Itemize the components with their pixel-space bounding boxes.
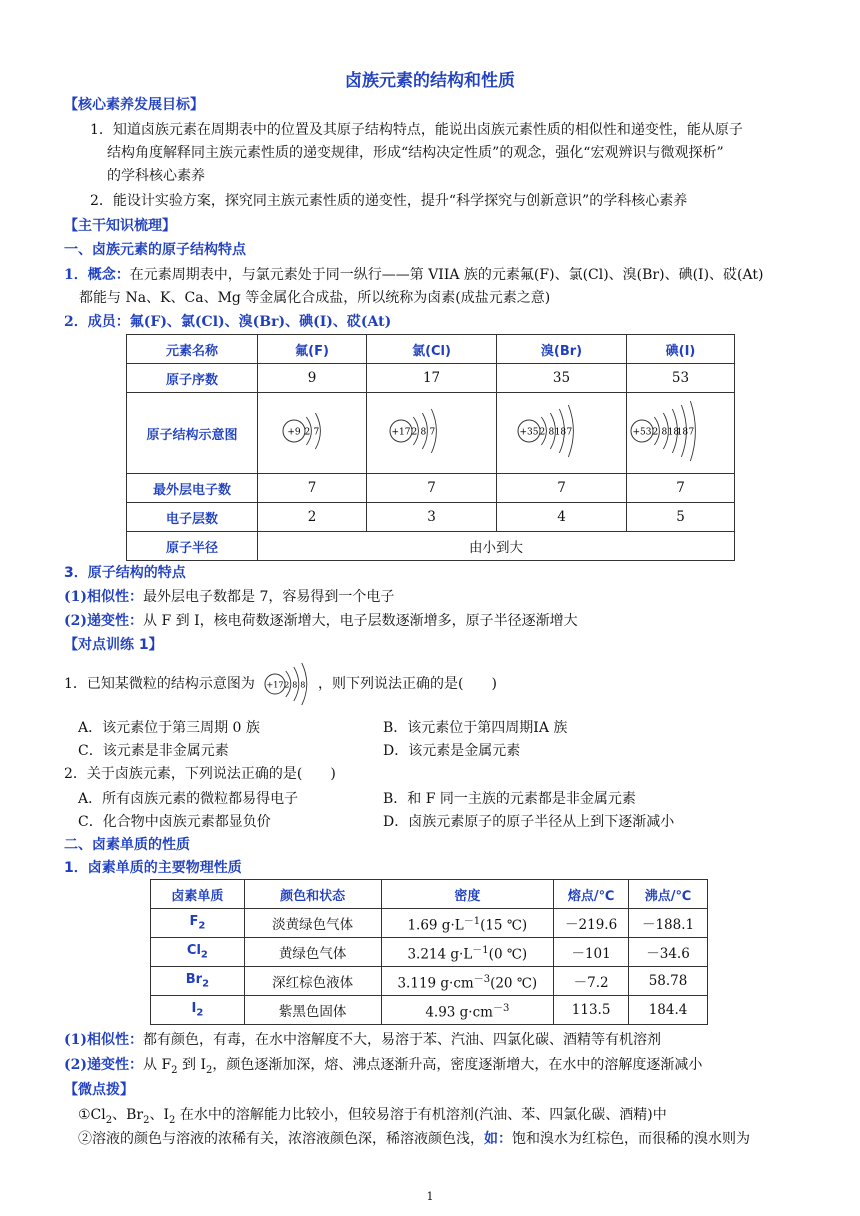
row-header-diagram: 原子结构示意图 — [127, 393, 258, 474]
element-br: 溴(Br) — [497, 335, 627, 364]
tip-1: $①Cl_2$、$Br_2$、$I_2$ 在水中的溶解能力比较小，但较易溶于有机溶剂(汽油、苯、四氯化碳、酒精)中 — [78, 1107, 667, 1126]
similarity-text: 最外层电子数都是 7，容易得到一个电子 — [143, 589, 395, 605]
shell-electron-count: 18 — [554, 427, 566, 438]
shell-electron-count: 8 — [548, 427, 554, 438]
section-1-title: 一、卤族元素的原子结构特点 — [64, 242, 246, 258]
table-row — [151, 909, 708, 938]
density: 4.93 $g\cdot cm^{-3}$ — [381, 996, 554, 1025]
physical-similarity-label: (1)相似性： — [64, 1032, 143, 1048]
nucleus-charge: +17 — [266, 680, 284, 690]
header-melting-point: 熔点/℃ — [554, 880, 629, 909]
similarity-line — [64, 587, 394, 607]
melting-point: －101 — [554, 938, 629, 967]
concept-line-1 — [64, 265, 763, 285]
atomic-number-f: 9 — [258, 364, 367, 393]
density: 3.214 $g\cdot L^{-1}(0$ ℃) — [381, 938, 554, 967]
atom-structure-diagram-i — [628, 393, 732, 469]
question-1-stem — [64, 674, 255, 694]
shell-electron-count: 8 — [292, 680, 298, 690]
question-1-atom-diagram — [263, 655, 321, 713]
melting-point: －219.6 — [554, 909, 629, 938]
substance-br2: $Br_2$ — [151, 967, 245, 996]
header-density: 密度 — [381, 880, 554, 909]
q2-option-b[interactable]: B．和 F 同一主族的元素都是非金属元素 — [383, 791, 636, 807]
shell-electron-count: 7 — [313, 427, 319, 438]
boiling-point: －188.1 — [629, 909, 708, 938]
tip-2: ②溶液的颜色与溶液的浓稀有关，浓溶液颜色深，稀溶液颜色浅，如：饱和溴水为红棕色，而很稀的溴水则为 — [78, 1131, 750, 1147]
outer-electrons-f: 7 — [258, 474, 367, 503]
outer-electrons-i: 7 — [626, 474, 734, 503]
header-color-state: 颜色和状态 — [244, 880, 381, 909]
color-state: 紫黑色固体 — [244, 996, 381, 1025]
row-header-name: 元素名称 — [127, 335, 258, 364]
gradation-text: 从 F 到 I，核电荷数逐渐增大，电子层数逐渐增多，原子半径逐渐增大 — [143, 613, 578, 629]
q1-option-a[interactable]: A．该元素位于第三周期 0 族 — [78, 720, 260, 736]
diagram-cell-cl — [367, 393, 497, 474]
substance-cl2: $Cl_2$ — [151, 938, 245, 967]
color-state: 淡黄绿色气体 — [244, 909, 381, 938]
physical-gradation-line: (2)递变性：从 $F_2$ 到 $I_2$，颜色逐渐加深，熔、沸点逐渐升高，密度逐渐增大，在水中的溶解度逐渐减小 — [64, 1057, 703, 1076]
boiling-point: 58.78 — [629, 967, 708, 996]
concept-text-1: 在元素周期表中，与氯元素处于同一纵行——第 VIIA 族的元素氟(F)、氯(Cl)、溴(Br)、碘(I)、砹(At) — [129, 267, 764, 283]
shell-electron-count: 7 — [689, 427, 695, 438]
boiling-point: 184.4 — [629, 996, 708, 1025]
shell-electron-count: 7 — [429, 427, 435, 438]
goal-line-2: 结构角度解释同主族元素性质的递变规律，形成“结构决定性质”的观念，强化“宏观辨识与微观探析” — [107, 145, 724, 161]
shell-count-i: 5 — [626, 503, 734, 532]
training-header: 【对点训练 1】 — [64, 637, 163, 653]
q1-option-c[interactable]: C．该元素是非金属元素 — [78, 743, 229, 759]
row-header-outer-electrons: 最外层电子数 — [127, 474, 258, 503]
nucleus-charge: +35 — [519, 427, 538, 438]
atom-structure-diagram-f — [260, 393, 365, 469]
diagram-cell-br — [497, 393, 627, 474]
section-2-title: 二、卤素单质的性质 — [64, 837, 190, 853]
header-boiling-point: 沸点/℃ — [629, 880, 708, 909]
goal-line-4: 2．能设计实验方案，探究同主族元素性质的递变性，提升“科学探究与创新意识”的学科核心素养 — [90, 193, 688, 209]
table-row — [151, 996, 708, 1025]
color-state: 黄绿色气体 — [244, 938, 381, 967]
atomic-number-i: 53 — [626, 364, 734, 393]
tips-header: 【微点拨】 — [64, 1082, 134, 1098]
shell-electron-count: 2 — [304, 427, 310, 438]
table-row — [151, 938, 708, 967]
density: 1.69 $g\cdot L^{-1}(15$ ℃) — [381, 909, 554, 938]
page-title: 卤族元素的结构和性质 — [345, 71, 515, 91]
outer-electrons-br: 7 — [497, 474, 627, 503]
knowledge-header: 【主干知识梳理】 — [64, 218, 176, 234]
nucleus-charge: +17 — [391, 427, 411, 438]
shell-electron-count: 2 — [411, 427, 417, 438]
members-line — [64, 312, 391, 332]
boiling-point: －34.6 — [629, 938, 708, 967]
shell-electron-count: 8 — [662, 427, 668, 438]
goals-header: 【核心素养发展目标】 — [64, 97, 204, 113]
physical-similarity-text: 都有颜色，有毒，在水中溶解度不大，易溶于苯、汽油、四氯化碳、酒精等有机溶剂 — [143, 1032, 661, 1048]
nucleus-charge: +9 — [286, 427, 301, 438]
row-header-atomic-number: 原子序数 — [127, 364, 258, 393]
diagram-cell-f — [258, 393, 367, 474]
goal-line-1: 1．知道卤族元素在周期表中的位置及其原子结构特点，能说出卤族元素性质的相似性和递变性，能从原子 — [90, 122, 743, 138]
substance-f2: $F_2$ — [151, 909, 245, 938]
shell-electron-count: 18 — [677, 427, 689, 438]
header-substance: 卤素单质 — [151, 880, 245, 909]
concept-label: 1．概念： — [64, 267, 130, 283]
q2-option-d[interactable]: D．卤族元素原子的原子半径从上到下逐渐减小 — [383, 814, 675, 830]
melting-point: 113.5 — [554, 996, 629, 1025]
atomic-number-cl: 17 — [367, 364, 497, 393]
q1-option-d[interactable]: D．该元素是金属元素 — [383, 743, 521, 759]
physical-similarity-line — [64, 1030, 661, 1050]
physical-gradation-label: (2)递变性： — [64, 1057, 143, 1073]
melting-point: －7.2 — [554, 967, 629, 996]
shell-electron-count: 18 — [668, 427, 680, 438]
page-number: 1 — [426, 1190, 434, 1203]
gradation-line — [64, 611, 578, 631]
atomic-number-br: 35 — [497, 364, 627, 393]
q2-option-c[interactable]: C．化合物中卤族元素都显负价 — [78, 814, 271, 830]
element-i: 碘(I) — [626, 335, 734, 364]
row-header-shell-count: 电子层数 — [127, 503, 258, 532]
members-label: 2．成员： — [64, 314, 130, 330]
radius-trend: 由小到大 — [258, 532, 735, 561]
gradation-label: (2)递变性： — [64, 613, 143, 629]
question-2-stem: 2．关于卤族元素，下列说法正确的是( ) — [64, 766, 336, 782]
shell-count-br: 4 — [497, 503, 627, 532]
nucleus-charge: +53 — [632, 427, 652, 438]
q2-option-a[interactable]: A．所有卤族元素的微粒都易得电子 — [78, 791, 299, 807]
element-cl: 氯(Cl) — [367, 335, 497, 364]
halogen-physical-properties-table — [150, 879, 708, 1025]
row-header-radius: 原子半径 — [127, 532, 258, 561]
question-1-suffix: ，则下列说法正确的是( ) — [318, 676, 497, 692]
atom-structure-diagram-br — [499, 393, 625, 469]
section-2-1-title: 1．卤素单质的主要物理性质 — [64, 860, 242, 876]
question-1-prefix: 1．已知某微粒的结构示意图为 — [64, 676, 255, 692]
halogen-structure-table — [126, 334, 735, 561]
shell-electron-count: 2 — [284, 680, 290, 690]
similarity-label: (1)相似性： — [64, 589, 143, 605]
shell-electron-count: 7 — [566, 427, 572, 438]
substance-i2: $I_2$ — [151, 996, 245, 1025]
shell-count-f: 2 — [258, 503, 367, 532]
table-row — [151, 967, 708, 996]
outer-electrons-cl: 7 — [367, 474, 497, 503]
concept-line-2: 都能与 Na、K、Ca、Mg 等金属化合成盐，所以统称为卤素(成盐元素之意) — [79, 290, 551, 306]
diagram-cell-i — [626, 393, 734, 474]
shell-electron-count: 8 — [300, 680, 306, 690]
element-f: 氟(F) — [258, 335, 367, 364]
q1-option-b[interactable]: B．该元素位于第四周期ⅠA 族 — [383, 720, 568, 736]
color-state: 深红棕色液体 — [244, 967, 381, 996]
shell-electron-count: 2 — [653, 427, 659, 438]
shell-electron-count: 2 — [539, 427, 545, 438]
section-1-3-title: 3．原子结构的特点 — [64, 565, 186, 581]
members-text: 氟(F)、氯(Cl)、溴(Br)、碘(I)、砹(At) — [129, 314, 392, 330]
shell-electron-count: 8 — [420, 427, 426, 438]
shell-count-cl: 3 — [367, 503, 497, 532]
goal-line-3: 的学科核心素养 — [107, 168, 205, 184]
atom-structure-diagram-cl — [369, 393, 495, 469]
density: 3.119 $g\cdot cm^{-3}(20$ ℃) — [381, 967, 554, 996]
